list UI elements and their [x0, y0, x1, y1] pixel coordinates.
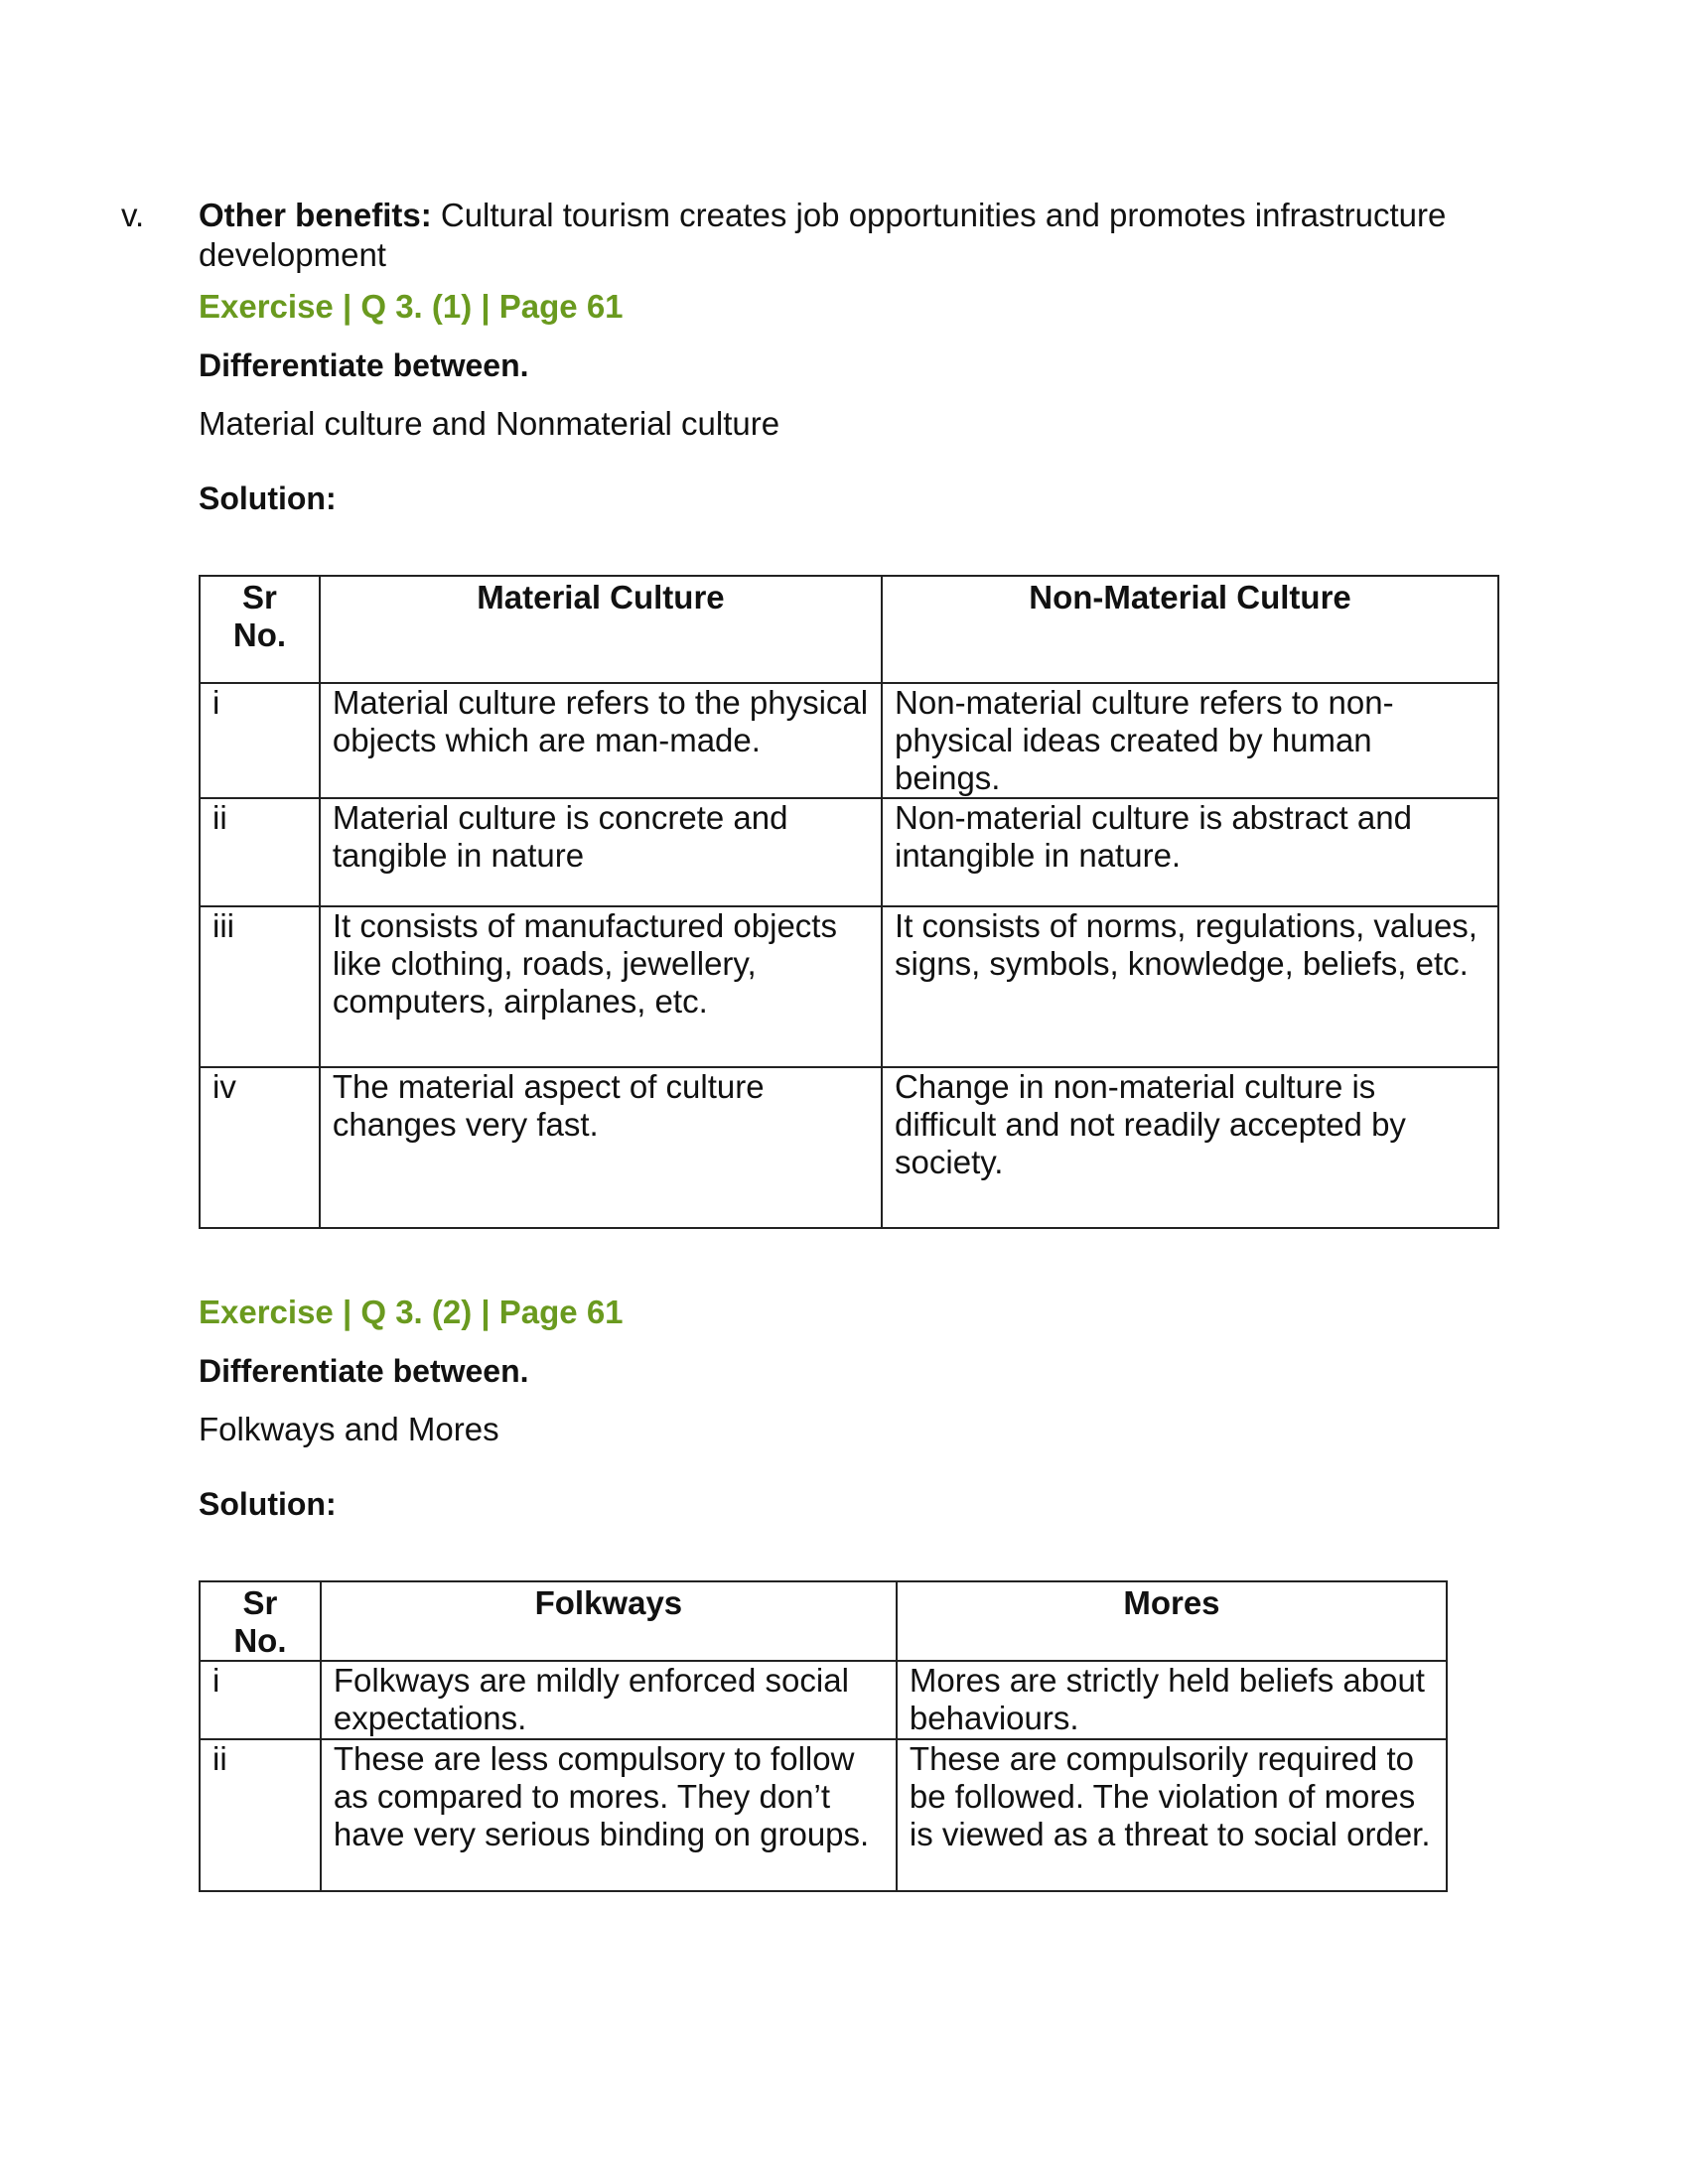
header-material-culture: Material Culture: [320, 576, 882, 683]
section1-heading: Exercise | Q 3. (1) | Page 61: [199, 288, 624, 325]
table-row: [200, 1067, 1498, 1228]
header-non-material-culture: Non-Material Culture: [882, 576, 1498, 683]
material-cell: Material culture is concrete and tangible in nature: [320, 798, 882, 906]
folkways-cell: These are less compulsory to follow as compared to mores. They don’t have very serious binding on groups.: [321, 1739, 897, 1891]
header-sr-no: Sr No.: [200, 576, 320, 683]
folkways-cell: Folkways are mildly enforced social expectations.: [321, 1661, 897, 1739]
row-number: i: [200, 1661, 321, 1739]
benefit-text-block: [199, 196, 1489, 275]
table-row: [200, 1739, 1447, 1891]
row-number: ii: [200, 1739, 321, 1891]
benefit-number: v.: [121, 197, 145, 233]
section2-solution-label: Solution:: [199, 1486, 337, 1522]
header-folkways: Folkways: [321, 1581, 897, 1661]
table-header-row: [200, 1581, 1447, 1661]
section1-solution-label: Solution:: [199, 480, 337, 516]
non-material-cell: Non-material culture is abstract and intangible in nature.: [882, 798, 1498, 906]
section1-question: Material culture and Nonmaterial culture: [199, 405, 780, 442]
material-cell: Material culture refers to the physical objects which are man-made.: [320, 683, 882, 798]
section2-question: Folkways and Mores: [199, 1411, 499, 1447]
row-number: i: [200, 683, 320, 798]
non-material-cell: Change in non-material culture is difficult and not readily accepted by society.: [882, 1067, 1498, 1228]
material-culture-table: [199, 575, 1499, 1229]
folkways-mores-table: [199, 1580, 1448, 1892]
header-sr-no: Sr No.: [200, 1581, 321, 1661]
table-row: [200, 1661, 1447, 1739]
table-row: [200, 798, 1498, 906]
table-row: [200, 906, 1498, 1067]
section2-heading: Exercise | Q 3. (2) | Page 61: [199, 1294, 624, 1330]
row-number: ii: [200, 798, 320, 906]
material-cell: The material aspect of culture changes very fast.: [320, 1067, 882, 1228]
table-header-row: [200, 576, 1498, 683]
non-material-cell: Non-material culture refers to non-physical ideas created by human beings.: [882, 683, 1498, 798]
table-row: [200, 683, 1498, 798]
row-number: iii: [200, 906, 320, 1067]
benefit-text: Cultural tourism creates job opportunities and promotes infrastructure development: [199, 197, 1447, 273]
section1-instruction: Differentiate between.: [199, 347, 529, 383]
mores-cell: These are compulsorily required to be followed. The violation of mores is viewed as a threat to social order.: [897, 1739, 1447, 1891]
material-cell: It consists of manufactured objects like clothing, roads, jewellery, computers, airplanes, etc.: [320, 906, 882, 1067]
section2-instruction: Differentiate between.: [199, 1353, 529, 1389]
row-number: iv: [200, 1067, 320, 1228]
benefit-title: Other benefits:: [199, 197, 432, 233]
non-material-cell: It consists of norms, regulations, values, signs, symbols, knowledge, beliefs, etc.: [882, 906, 1498, 1067]
mores-cell: Mores are strictly held beliefs about behaviours.: [897, 1661, 1447, 1739]
header-mores: Mores: [897, 1581, 1447, 1661]
